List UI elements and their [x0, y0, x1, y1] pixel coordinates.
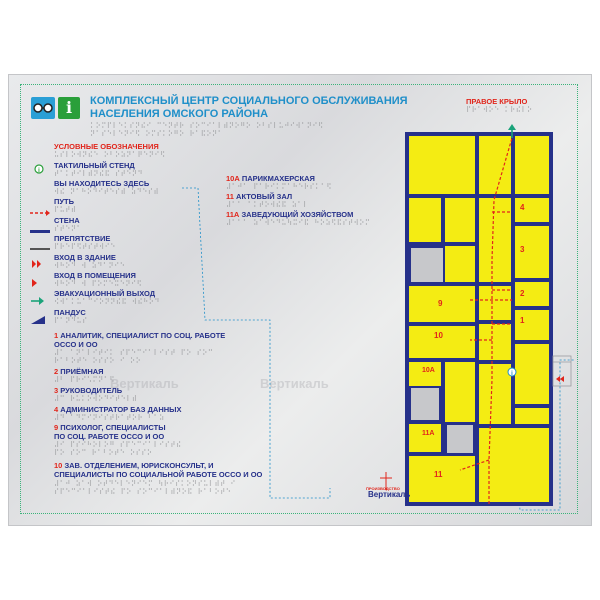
- legend-item-label: СТЕНА: [54, 216, 80, 225]
- title-braille1: ⠅⠕⠍⠏⠇⠑⠅⠎⠝⠮⠊ ⠉⠑⠝⠞⠗ ⠎⠕⠉⠊⠁⠇⠾⠝⠕⠛⠕ ⠕⠃⠎⠇⠥⠚⠊⠺⠁⠝⠊⠫: [90, 122, 324, 130]
- room-braille: ⠼⠁ ⠁⠝⠁⠇⠊⠞⠊⠅ ⠎⠏⠑⠉⠊⠁⠇⠊⠎⠞ ⠏⠕ ⠎⠕⠉: [54, 349, 214, 357]
- room-number: 4: [54, 405, 59, 414]
- room-label: АКТОВЫЙ ЗАЛ: [236, 192, 293, 201]
- svg-text:i: i: [511, 371, 513, 377]
- plan-room-label: 10: [434, 331, 443, 340]
- room-label: АНАЛИТИК, СПЕЦИАЛИСТ ПО СОЦ. РАБОТЕ: [60, 331, 226, 340]
- room: [515, 408, 549, 424]
- plan-room-label: 3: [520, 245, 525, 254]
- room-label-line2: ПО СОЦ. РАБОТЕ ОССО И ОО: [54, 432, 165, 441]
- plan-room-label: 2: [520, 289, 525, 298]
- legend-item-braille: ⠏⠁⠝⠙⠥⠎: [54, 317, 88, 325]
- room-label: ПРИЁМНАЯ: [60, 367, 104, 376]
- legend-item-braille: ⠪⠺⠁⠅⠥⠁⠉⠊⠕⠝⠝⠮⠯ ⠺⠮⠓⠕⠙: [54, 298, 160, 306]
- room-number: 2: [54, 367, 59, 376]
- room: [515, 136, 549, 194]
- legend-item-label: ПАНДУС: [54, 308, 86, 317]
- room-number: 1: [54, 331, 59, 340]
- plan-room-label: 9: [438, 299, 443, 308]
- room-number: 10А: [226, 174, 240, 183]
- info-icon: i: [58, 97, 80, 119]
- room-braille: ⠼⠁⠁ ⠁⠅⠞⠕⠺⠮⠯ ⠵⠁⠇: [226, 201, 309, 209]
- legend-item-braille: ⠺⠮ ⠝⠁⠓⠕⠙⠊⠞⠑⠎⠾ ⠵⠙⠑⠎⠾: [54, 188, 160, 196]
- rooms: [409, 136, 549, 502]
- room-braille2: ⠗⠁⠃⠕⠞⠑ ⠕⠎⠎⠕ ⠊ ⠕⠕: [54, 357, 142, 365]
- legend-item-braille: ⠺⠓⠕⠙ ⠺ ⠏⠕⠍⠑⠭⠑⠝⠊⠫: [54, 280, 143, 288]
- room-braille2: ⠏⠕ ⠎⠕⠉ ⠗⠁⠃⠕⠞⠑ ⠕⠎⠎⠕: [54, 449, 153, 457]
- room: [479, 428, 549, 502]
- wing-braille: ⠏⠗⠁⠺⠕⠑ ⠅⠗⠮⠇⠕: [466, 106, 533, 114]
- svg-text:i: i: [38, 168, 40, 174]
- room: [479, 324, 511, 360]
- room-number: 3: [54, 386, 59, 395]
- title-braille2: ⠝⠁⠎⠑⠇⠑⠝⠊⠫ ⠕⠍⠎⠅⠕⠛⠕ ⠗⠁⠯⠕⠝⠁: [90, 130, 224, 138]
- plan-room-label: 4: [520, 203, 525, 212]
- room-label-line2: СПЕЦИАЛИСТЫ ПО СОЦИАЛЬНОЙ РАБОТЕ ОССО И ОО: [54, 470, 263, 479]
- room: [479, 364, 511, 424]
- obstacle: [411, 248, 443, 282]
- plan-room-label: 10А: [422, 367, 435, 374]
- legend-title: УСЛОВНЫЕ ОБОЗНАЧЕНИЯ: [54, 142, 159, 151]
- watermark: Вертикаль: [110, 376, 179, 391]
- room-braille: ⠼⠁⠁⠁ ⠵⠁⠺⠑⠙⠥⠳⠭⠊⠯ ⠓⠕⠵⠫⠯⠎⠞⠺⠕⠍: [226, 219, 371, 227]
- room-label: ЗАВ. ОТДЕЛЕНИЕМ, ЮРИСКОНСУЛЬТ, И: [64, 461, 214, 470]
- legend-item-braille: ⠞⠁⠅⠞⠊⠇⠾⠝⠮⠯ ⠎⠞⠑⠝⠙: [54, 170, 144, 178]
- wing-label: ПРАВОЕ КРЫЛО: [466, 97, 528, 106]
- room: [479, 198, 511, 282]
- room-number: 11А: [226, 210, 240, 219]
- room-braille: ⠼⠙ ⠁⠙⠍⠊⠝⠊⠎⠞⠗⠁⠞⠕⠗ ⠃⠁⠵: [54, 414, 165, 422]
- room-label: АДМИНИСТРАТОР БАЗ ДАННЫХ: [60, 405, 182, 414]
- room-braille: ⠼⠁⠚ ⠵⠁⠺ ⠕⠞⠙⠑⠇⠑⠝⠊⠑⠍ ⠳⠗⠊⠎⠅⠕⠝⠎⠥⠇⠾⠞ ⠊: [54, 480, 237, 488]
- room: [515, 344, 549, 404]
- room: [445, 246, 475, 282]
- room: [445, 362, 475, 422]
- room-braille: ⠼⠊ ⠏⠎⠊⠓⠕⠇⠕⠛ ⠎⠏⠑⠉⠊⠁⠇⠊⠎⠞⠮: [54, 441, 182, 449]
- room-number: 11: [226, 192, 234, 201]
- legend-item-label: ВЫ НАХОДИТЕСЬ ЗДЕСЬ: [54, 179, 150, 188]
- plan-room-label: 11А: [422, 430, 435, 437]
- room-braille2: ⠎⠏⠑⠉⠊⠁⠇⠊⠎⠞⠮ ⠏⠕ ⠎⠕⠉⠊⠁⠇⠾⠝⠕⠯ ⠗⠁⠃⠕⠞⠑: [54, 488, 232, 496]
- guide-line: [182, 188, 330, 498]
- legend-title-braille: ⠥⠎⠇⠕⠺⠝⠮⠑ ⠕⠃⠕⠵⠝⠁⠟⠑⠝⠊⠫: [54, 151, 166, 159]
- room-label-line2: ОССО И ОО: [54, 340, 98, 349]
- legend-item-braille: ⠺⠓⠕⠙ ⠺ ⠵⠙⠁⠝⠊⠑: [54, 262, 126, 270]
- watermark: Вертикаль: [260, 376, 329, 391]
- room: [409, 456, 475, 502]
- room-braille: ⠼⠃ ⠏⠗⠊⠡⠍⠝⠁⠫: [54, 376, 115, 384]
- obstacle: [447, 425, 473, 453]
- legend-item-label: ВХОД В ПОМЕЩЕНИЯ: [54, 271, 136, 280]
- room-braille: ⠼⠁⠚⠁ ⠏⠁⠗⠊⠅⠍⠁⠓⠑⠗⠎⠅⠁⠫: [226, 183, 332, 191]
- room-number: 10: [54, 461, 63, 470]
- room-label: ПСИХОЛОГ, СПЕЦИАЛИСТЫ: [60, 423, 166, 432]
- room: [409, 136, 475, 194]
- room: [479, 286, 511, 320]
- room-label: ЗАВЕДУЮЩИЙ ХОЗЯЙСТВОМ: [241, 210, 354, 219]
- plan-room-label: 1: [520, 316, 525, 325]
- logo-top: ПРОИЗВОДСТВО: [366, 486, 400, 491]
- room-number: 9: [54, 423, 59, 432]
- legend-item-label: ВХОД В ЗДАНИЕ: [54, 253, 116, 262]
- legend-item-label: ТАКТИЛЬНЫЙ СТЕНД: [54, 161, 135, 170]
- legend-item-braille: ⠎⠞⠑⠝⠁: [54, 225, 83, 233]
- legend-item-label: ПУТЬ: [54, 197, 75, 206]
- room: [445, 198, 475, 242]
- legend-item-label: ПРЕПЯТСТВИЕ: [54, 234, 111, 243]
- title-line1: КОМПЛЕКСНЫЙ ЦЕНТР СОЦИАЛЬНОГО ОБСЛУЖИВАНИЯ: [90, 95, 408, 107]
- room-label: ПАРИКМАХЕРСКАЯ: [241, 174, 315, 183]
- obstacle: [411, 388, 439, 420]
- building-entry-icon: [556, 376, 564, 382]
- plan-room-label: 11: [434, 470, 443, 479]
- legend-item-braille: ⠏⠥⠞⠾: [54, 206, 77, 214]
- legend-item-braille: ⠏⠗⠑⠏⠫⠞⠎⠞⠺⠊⠑: [54, 243, 116, 251]
- room: [479, 136, 511, 194]
- legend-item-label: ЭВАКУАЦИОННЫЙ ВЫХОД: [54, 289, 156, 298]
- room-label: РУКОВОДИТЕЛЬ: [60, 386, 123, 395]
- room: [515, 310, 549, 340]
- logo-name: Вертикаль: [368, 490, 411, 499]
- ramp-icon: [553, 356, 571, 386]
- room: [409, 198, 441, 242]
- title-line2: НАСЕЛЕНИЯ ОМСКОГО РАЙОНА: [90, 108, 269, 120]
- room-braille: ⠼⠉ ⠗⠥⠅⠕⠺⠕⠙⠊⠞⠑⠇⠾: [54, 395, 138, 403]
